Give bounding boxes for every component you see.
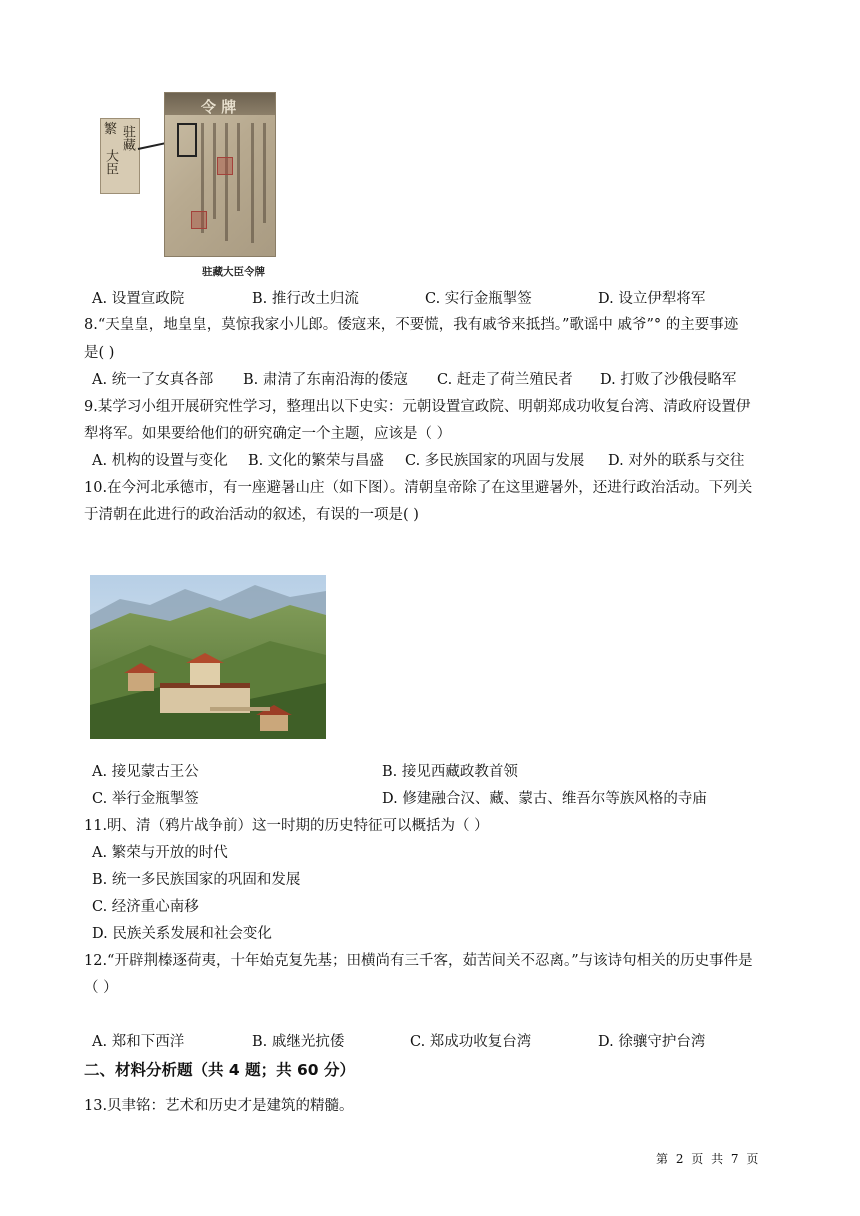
tablet-image: 令 牌 — [164, 92, 276, 257]
q9-option-c[interactable]: C. 多民族国家的巩固与发展 — [405, 453, 585, 469]
q12-option-b[interactable]: B. 戚继光抗倭 — [252, 1034, 345, 1050]
mountain-resort-photo — [90, 575, 326, 739]
q9-option-a[interactable]: A. 机构的设置与变化 — [92, 453, 228, 469]
q12-option-d[interactable]: D. 徐骧守护台湾 — [598, 1034, 706, 1050]
q11-option-c[interactable]: C. 经济重心南移 — [92, 899, 199, 915]
q12-option-c[interactable]: C. 郑成功收复台湾 — [410, 1034, 532, 1050]
q11-option-b[interactable]: B. 统一多民族国家的巩固和发展 — [92, 872, 301, 888]
q8-option-d[interactable]: D. 打败了沙俄侵略军 — [600, 372, 737, 388]
q11-stem: 11.明、清（鸦片战争前）这一时期的历史特征可以概括为（ ） — [84, 818, 489, 834]
q9-stem: 9.某学习小组开展研究性学习，整理出以下史实：元朝设置宣政院、明朝郑成功收复台湾、清政府设置伊 — [84, 399, 751, 415]
q9-option-d[interactable]: D. 对外的联系与交往 — [608, 453, 745, 469]
page-number-footer: 第 2 页 共 7 页 — [656, 1152, 761, 1166]
order-tablet-figure — [98, 92, 284, 280]
q10-stem-cont: 于清朝在此进行的政治活动的叙述，有误的一项是( ) — [84, 507, 419, 523]
section-heading: 二、材料分析题（共 4 题；共 60 分） — [84, 1061, 355, 1079]
q10-option-d[interactable]: D. 修建融合汉、藏、蒙古、维吾尔等族风格的寺庙 — [382, 791, 707, 807]
tablet-detail-zoom: 繁 驻藏 大臣 — [100, 118, 140, 194]
q13-stem: 13.贝聿铭：艺术和历史才是建筑的精髓。 — [84, 1098, 354, 1114]
q10-option-b[interactable]: B. 接见西藏政教首领 — [382, 764, 518, 780]
q10-option-c[interactable]: C. 举行金瓶掣签 — [92, 791, 199, 807]
q8-option-b[interactable]: B. 肃清了东南沿海的倭寇 — [243, 372, 408, 388]
q9-stem-cont: 犁将军。如果要给他们的研究确定一个主题，应该是（ ） — [84, 426, 452, 442]
q8-option-a[interactable]: A. 统一了女真各部 — [92, 372, 214, 388]
resort-landscape-image — [90, 575, 326, 739]
q12-option-a[interactable]: A. 郑和下西洋 — [92, 1034, 185, 1050]
q7-option-b[interactable]: B. 推行改土归流 — [252, 291, 359, 307]
q10-option-a[interactable]: A. 接见蒙古王公 — [92, 764, 199, 780]
q8-stem-cont: 是( ) — [84, 345, 115, 361]
q11-option-d[interactable]: D. 民族关系发展和社会变化 — [92, 926, 272, 942]
q7-option-a[interactable]: A. 设置宣政院 — [92, 291, 185, 307]
figure-caption: 驻藏大臣令牌 — [202, 266, 265, 278]
q11-option-a[interactable]: A. 繁荣与开放的时代 — [92, 845, 228, 861]
q12-stem: 12.“开辟荆榛逐荷夷，十年始克复先基；田横尚有三千客，茹苦间关不忍离。”与该诗句相关的历史事件是 — [84, 953, 753, 969]
q9-option-b[interactable]: B. 文化的繁荣与昌盛 — [248, 453, 384, 469]
q7-option-c[interactable]: C. 实行金瓶掣签 — [425, 291, 532, 307]
q7-option-d[interactable]: D. 设立伊犁将军 — [598, 291, 706, 307]
q8-option-c[interactable]: C. 赶走了荷兰殖民者 — [437, 372, 573, 388]
q10-stem: 10.在今河北承德市，有一座避暑山庄（如下图）。清朝皇帝除了在这里避暑外，还进行政治活动。下列关 — [84, 480, 753, 496]
q8-stem: 8.“天皇皇，地皇皇，莫惊我家小儿郎。倭寇来，不要慌，我有戚爷来抵挡。”歌谣中 戚爷”° 的主要事迹 — [84, 317, 739, 333]
q12-stem-cont: （ ） — [84, 980, 118, 996]
